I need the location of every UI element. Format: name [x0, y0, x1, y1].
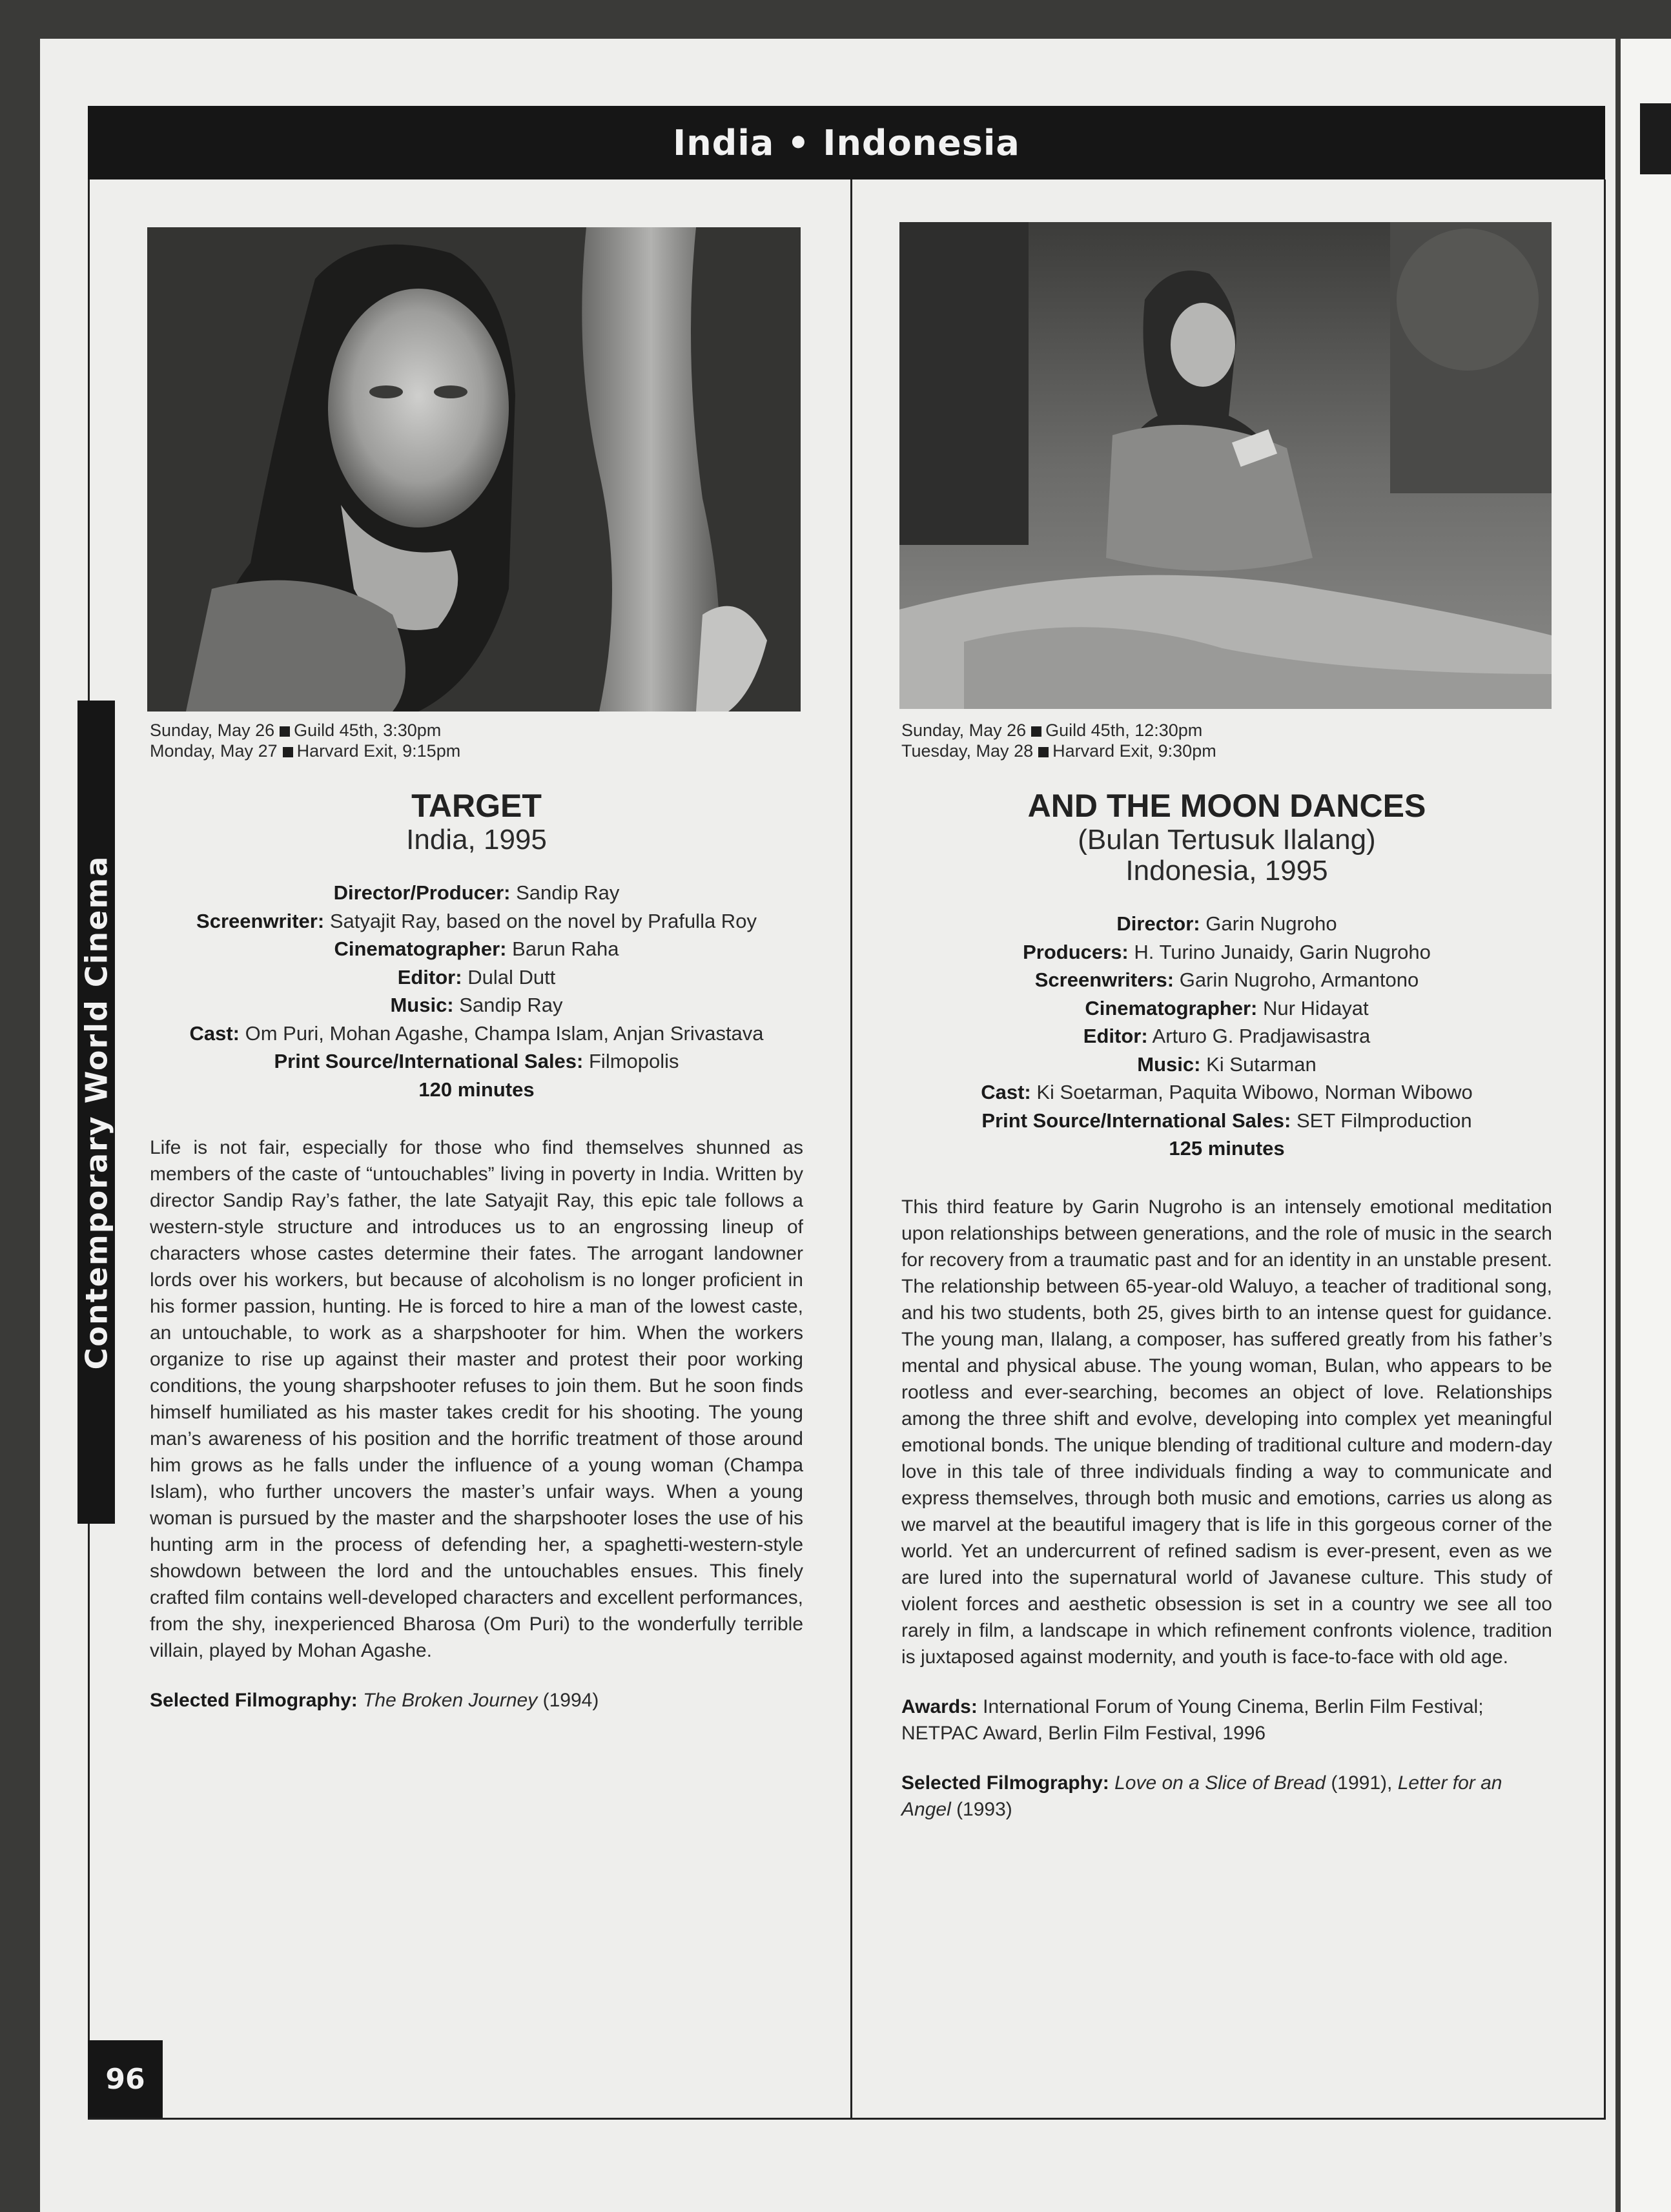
credit-row [901, 966, 1552, 994]
credits [901, 910, 1552, 1163]
square-bullet-icon [1031, 726, 1041, 737]
runtime-value: 120 minutes [418, 1078, 535, 1101]
credit-row [901, 1022, 1552, 1050]
credit-label: Producers: [1023, 940, 1129, 963]
credit-value: Satyajit Ray, based on the novel by Prafulla Roy [329, 909, 757, 932]
section-header [88, 106, 1605, 179]
showtime-venue: Harvard Exit, 9:15pm [296, 741, 461, 761]
credit-label: Editor: [397, 965, 462, 988]
credit-label: Cast: [189, 1021, 240, 1045]
frame-rule-right [1604, 179, 1606, 2120]
film-country-year: India, 1995 [406, 824, 547, 855]
credit-value: Garin Nugroho, Armantono [1179, 968, 1419, 991]
filmography-year: (1994) [537, 1690, 599, 1711]
filmography-year: (1993) [950, 1798, 1012, 1820]
credit-label: Print Source/International Sales: [274, 1050, 584, 1072]
film-title: AND THE MOON DANCES [1027, 788, 1426, 824]
film-still-target [147, 227, 801, 712]
film-original-title: (Bulan Tertusuk Ilalang) [1078, 824, 1376, 855]
showtime-row [150, 720, 803, 741]
credit-value: Dulal Dutt [467, 965, 556, 988]
next-page-edge [1621, 39, 1671, 2212]
showtime-row [901, 741, 1552, 761]
credit-row [150, 963, 803, 992]
credit-value: Sandip Ray [516, 881, 620, 904]
credit-label: Cinematographer: [1085, 996, 1258, 1019]
showtime-day: Sunday, May 26 [150, 721, 275, 740]
credit-value: H. Turino Junaidy, Garin Nugroho [1134, 940, 1431, 963]
credit-value: SET Filmproduction [1296, 1109, 1472, 1132]
credit-label: Cinematographer: [334, 937, 507, 960]
credit-value: Ki Soetarman, Paquita Wibowo, Norman Wibowo [1036, 1081, 1473, 1103]
column-divider [850, 179, 852, 2120]
showtime-venue: Guild 45th, 12:30pm [1045, 721, 1203, 740]
credit-row [150, 1047, 803, 1076]
credit-row [150, 907, 803, 936]
credit-row [901, 910, 1552, 938]
credit-label: Director: [1116, 912, 1200, 935]
credit-label: Music: [1137, 1052, 1201, 1076]
filmography-title: Letter for an Angel [901, 1772, 1502, 1820]
filmography-title: Love on a Slice of Bread [1114, 1772, 1326, 1794]
credit-value: Barun Raha [512, 937, 619, 960]
credit-label: Music: [390, 994, 454, 1016]
showtime-day: Sunday, May 26 [901, 721, 1027, 740]
showtimes [150, 720, 803, 761]
awards-label: Awards: [901, 1695, 978, 1717]
showtime-venue: Guild 45th, 3:30pm [294, 721, 442, 740]
side-tab [77, 701, 115, 1524]
credit-row [150, 935, 803, 963]
page-number: 96 [88, 2040, 163, 2118]
credit-value: Ki Sutarman [1206, 1052, 1317, 1076]
awards-text: International Forum of Young Cinema, Berlin Film Festival; NETPAC Award, Berlin Film Festival, 1996 [901, 1695, 1484, 1744]
credit-row [901, 1078, 1552, 1107]
synopsis: This third feature by Garin Nugroho is an intensely emotional meditation upon relationships between generations, and the role of music in the search for recovery from a traumatic past and for an identity in an unstable present. The relationship between 65-year-old Waluyo, a teacher of traditional song, and his two students, both 25, gives birth to an intense quest for guidance. The young man, Ilalang, a composer, has suffered greatly from his father’s mental and physical abuse. The young woman, Bulan, who appears to be rootless and ever-searching, becomes an object of love. Relationships among the three shift and evolve, developing into complex yet meaningful emotional bonds. The unique blending of traditional culture and modern-day love in this tale of three individuals finding a way to communicate and express themselves, through both music and emotions, carries us along as we marvel at the beautiful imagery that is life in this gorgeous corner of the world. Yet an undercurrent of refined sadism is ever-present, even as we are lured into the supernatural world of Javanese culture. This study of violent forces and aesthetic obsession is set in a country we see all too rarely in film, a landscape in which refinement confronts violence, tradition is juxtaposed against modernity, and youth is face-to-face with old age. [901, 1196, 1552, 1668]
section-title: India • Indonesia [673, 122, 1020, 163]
left-film-entry [150, 720, 803, 1714]
square-bullet-icon [283, 747, 293, 757]
credit-label: Screenwriter: [196, 909, 325, 932]
selected-filmography [901, 1770, 1552, 1823]
runtime [150, 1076, 803, 1104]
credit-row [901, 1107, 1552, 1135]
selected-filmography [150, 1687, 803, 1714]
runtime [901, 1134, 1552, 1163]
synopsis: Life is not fair, especially for those who find themselves shunned as members of the caste of “untouchables” living in poverty in India. Written by director Sandip Ray’s father, the late Satyajit Ray, this epic tale follows a western-style structure and introduces us to an engrossing lineup of characters whose castes determine their fates. The arrogant landowner lords over his workers, but because of alcoholism is no longer proficient in his former passion, hunting. He is forced to hire a man of the lowest caste, an untouchable, to work as a sharpshooter for him. When the workers organize to rise up against their master and protest their poor working conditions, the young sharpshooter refuses to join them. But he soon finds himself humiliated as his master takes credit for his shooting. The young man’s awareness of his position and the horrific treatment of those around him grows as he falls under the influence of a young woman (Champa Islam), who further uncovers the master’s unfair ways. When a young woman is pursued by the master and the sharpshooter loses the use of his hunting arm in the process of defending her, a spaghetti-western-style showdown between the lord and the untouchables ensues. This finely crafted film contains well-developed characters and excellent performances, from the shy, inexperienced Bharosa (Om Puri) to the wonderfully terrible villain, played by Mohan Agashe. [150, 1137, 803, 1661]
credit-value: Filmopolis [589, 1050, 679, 1072]
credit-value: Om Puri, Mohan Agashe, Champa Islam, Anjan Srivastava [245, 1021, 764, 1045]
filmography-label: Selected Filmography: [901, 1772, 1109, 1794]
credit-value: Arturo G. Pradjawisastra [1152, 1025, 1371, 1047]
side-tab-label: Contemporary World Cinema [79, 855, 114, 1369]
filmography-label: Selected Filmography: [150, 1690, 358, 1711]
film-country-year: Indonesia, 1995 [1125, 855, 1328, 886]
credit-label: Cast: [981, 1081, 1031, 1103]
credit-row [150, 991, 803, 1019]
credit-value: Garin Nugroho [1205, 912, 1337, 935]
showtime-row [901, 720, 1552, 741]
credits [150, 879, 803, 1103]
credit-label: Director/Producer: [333, 881, 511, 904]
showtime-day: Tuesday, May 28 [901, 741, 1034, 761]
showtimes [901, 720, 1552, 761]
credit-row [901, 994, 1552, 1023]
credit-row [901, 1050, 1552, 1079]
credit-label: Editor: [1083, 1025, 1148, 1047]
credit-label: Print Source/International Sales: [981, 1109, 1291, 1132]
showtime-row [150, 741, 803, 761]
awards [901, 1694, 1552, 1746]
showtime-day: Monday, May 27 [150, 741, 278, 761]
right-film-entry [901, 720, 1552, 1823]
square-bullet-icon [1038, 747, 1049, 757]
next-page-header-fragment [1640, 103, 1671, 174]
filmography-title: The Broken Journey [363, 1690, 538, 1711]
filmography-year: (1991), [1325, 1772, 1398, 1794]
square-bullet-icon [280, 726, 290, 737]
credit-row [901, 938, 1552, 967]
frame-rule-bottom [88, 2118, 1606, 2120]
film-title: TARGET [411, 788, 542, 824]
credit-label: Screenwriters: [1034, 968, 1174, 991]
credit-value: Nur Hidayat [1262, 996, 1369, 1019]
showtime-venue: Harvard Exit, 9:30pm [1052, 741, 1216, 761]
credit-row [150, 1019, 803, 1048]
credit-value: Sandip Ray [459, 994, 563, 1016]
credit-row [150, 879, 803, 907]
runtime-value: 125 minutes [1169, 1137, 1285, 1160]
film-still-moon-dances [899, 222, 1552, 709]
